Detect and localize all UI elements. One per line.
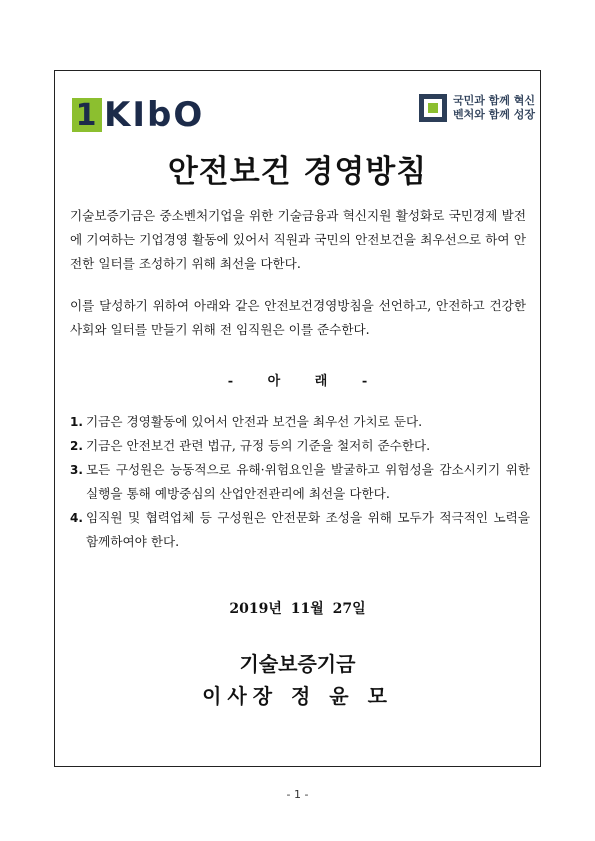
kibo-logo-mark [72, 98, 102, 132]
declaration-date: 2019년 11월 27일 [229, 601, 366, 617]
list-item-number: 2. [70, 439, 83, 453]
list-item-number: 3. [70, 463, 83, 477]
policy-list [70, 410, 530, 554]
list-item [70, 434, 530, 458]
slogan-logo [419, 94, 535, 122]
list-item-number: 1. [70, 415, 83, 429]
kibo-logo [72, 95, 204, 135]
organization-name: 기술보증기금 [239, 652, 356, 676]
intro-paragraph: 기술보증기금은 중소벤처기업을 위한 기술금융과 혁신지원 활성화로 국민경제 발전에 기여하는 기업경영 활동에 있어서 직원과 국민의 안전보건을 최우선으로 하여 안전한 일터를 조성하기 위해 최선을 다한다. [70, 208, 526, 271]
page-title: 안전보건 경영방침 [167, 154, 428, 190]
list-item-text: 임직원 및 협력업체 등 구성원은 안전문화 조성을 위해 모두가 적극적인 노력을 함께하여야 한다. [86, 510, 530, 549]
list-item-number: 4. [70, 511, 83, 525]
declaration-paragraph: 이를 달성하기 위하여 아래와 같은 안전보건경영방침을 선언하고, 안전하고 건강한 사회와 일터를 만들기 위해 전 임직원은 이를 준수한다. [70, 298, 526, 337]
list-item [70, 458, 530, 506]
slogan-line-1: 국민과 함께 혁신 [452, 94, 535, 107]
kibo-logo-text: KIbO [104, 95, 205, 135]
ceo-signature: 이사장 정 윤 모 [202, 684, 393, 708]
list-item-text: 기금은 경영활동에 있어서 안전과 보건을 최우선 가치로 둔다. [86, 414, 423, 429]
page-number: - 1 - [286, 788, 309, 801]
notice-heading: - 아 래 - [227, 374, 368, 389]
list-item [70, 506, 530, 554]
list-item-text: 모든 구성원은 능동적으로 유해·위험요인을 발굴하고 위험성을 감소시키기 위한 실행을 통해 예방중심의 산업안전관리에 최선을 다한다. [86, 462, 530, 501]
slogan-logo-icon [419, 94, 447, 122]
list-item-text: 기금은 안전보건 관련 법규, 규정 등의 기준을 철저히 준수한다. [86, 438, 431, 453]
kibo-logo-one: 1 [75, 97, 99, 133]
slogan-line-2: 벤처와 함께 성장 [452, 108, 535, 121]
list-item [70, 410, 530, 434]
